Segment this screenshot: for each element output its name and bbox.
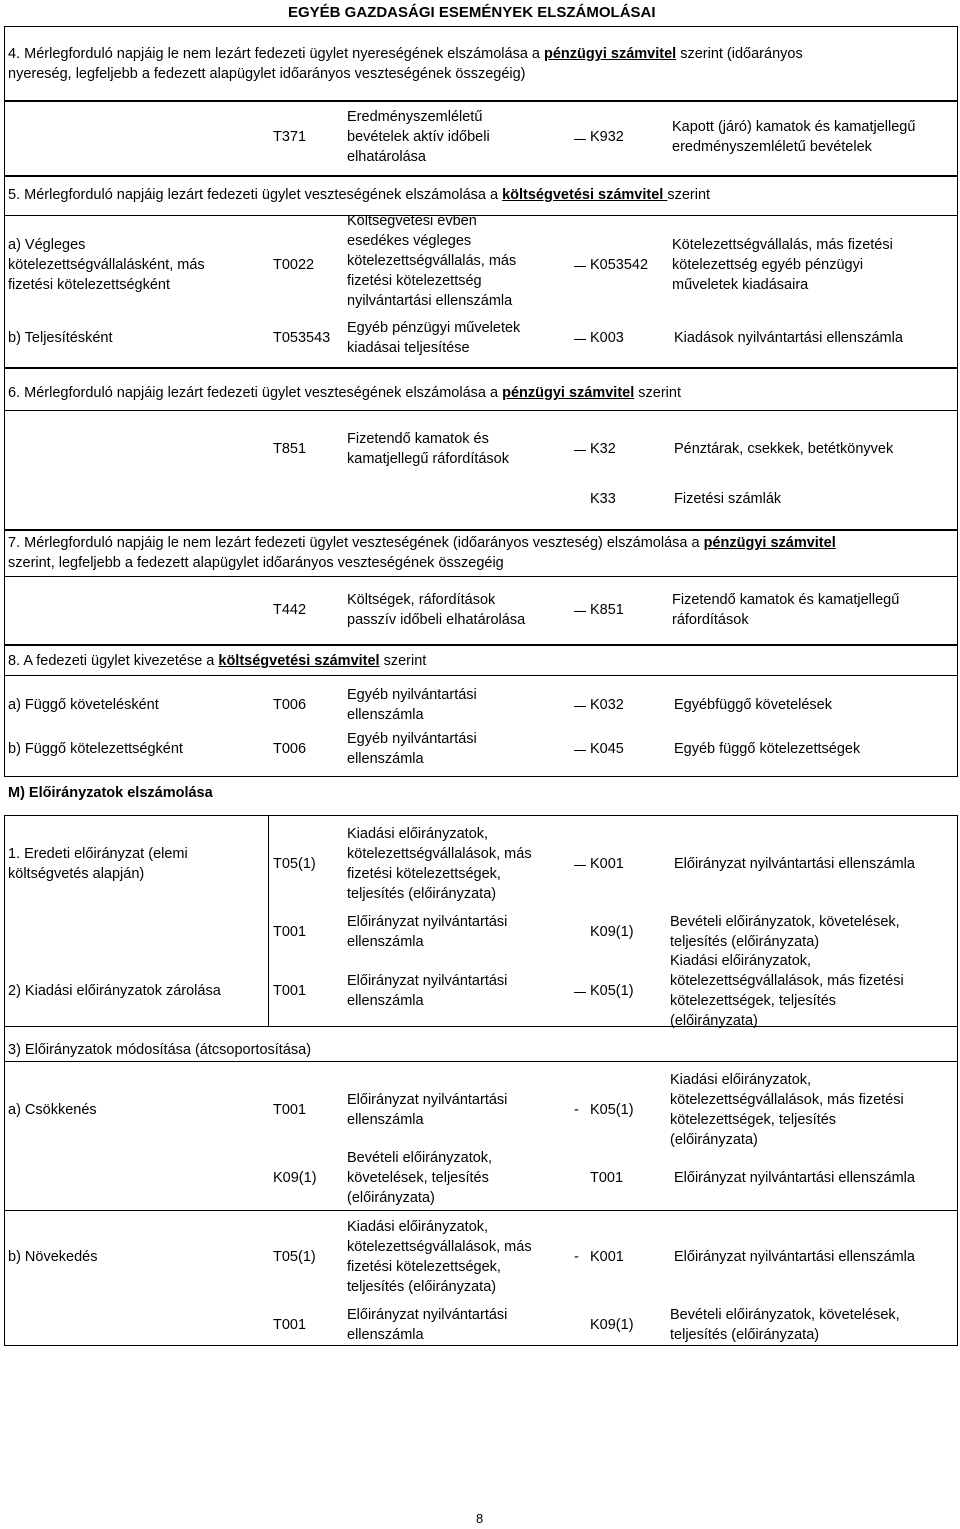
s4-credit-account: K932 [590, 129, 624, 145]
m-r8-credit-account: K09(1) [590, 1317, 634, 1333]
s8-b-credit-account: K045 [590, 741, 624, 757]
m-r5-dash: - [574, 1102, 579, 1118]
s4-credit-desc: Kapott (járó) kamatok és kamatjellegű eredményszemléletű bevételek [672, 119, 916, 155]
s7-credit-account: K851 [590, 602, 624, 618]
m-r3-debit-account: T001 [273, 983, 307, 999]
m-r6-credit-account: T001 [590, 1170, 624, 1186]
m-r7-debit-account: T05(1) [273, 1249, 316, 1265]
page-title: EGYÉB GAZDASÁGI ESEMÉNYEK ELSZÁMOLÁSAI [288, 4, 656, 21]
m-r1-dash [574, 865, 586, 866]
m-r1-credit-account: K001 [590, 856, 624, 872]
s8-b-debit-desc: Egyéb nyilvántartási ellenszámla [347, 731, 477, 767]
m-r2-credit-account: K09(1) [590, 924, 634, 940]
s6-debit-desc: Fizetendő kamatok és kamatjellegű ráfordítások [347, 431, 509, 467]
section-8-heading: 8. A fedezeti ügylet kivezetése a költségvetési számvitel szerint [8, 653, 427, 669]
m-r2-credit-desc: Bevételi előirányzatok, követelések, teljesítés (előirányzata) [670, 914, 900, 950]
m-r6-credit-desc: Előirányzat nyilvántartási ellenszámla [674, 1170, 915, 1186]
m-r6-debit-account: K09(1) [273, 1170, 317, 1186]
s5-a-debit-desc: Költségvetési évben esedékes végleges kötelezettségvállalás, más fizetési kötelezettség nyilvántartási ellenszámla [347, 215, 517, 309]
m-r8-credit-desc: Bevételi előirányzatok, követelések, teljesítés (előirányzata) [670, 1307, 900, 1343]
m-r5-credit-desc: Kiadási előirányzatok, kötelezettségvállalások, más fizetési kötelezettségek, teljesítés (előirányzata) [670, 1072, 904, 1148]
s5-a-debit-account: T0022 [273, 257, 315, 273]
s5-a-credit-account: K053542 [590, 257, 649, 273]
m-r7-dash: - [574, 1249, 579, 1265]
s8-b-debit-account: T006 [273, 741, 307, 757]
s6-dash [574, 450, 586, 451]
m-r7-label: b) Növekedés [8, 1249, 98, 1265]
s4-debit-desc: Eredményszemléletű bevételek aktív időbeli elhatárolása [347, 109, 490, 165]
m-r7-credit-desc: Előirányzat nyilvántartási ellenszámla [674, 1249, 915, 1265]
m-r2-debit-desc: Előirányzat nyilvántartási ellenszámla [347, 914, 508, 950]
s5-b-debit-desc: Egyéb pénzügyi műveletek kiadásai teljesítése [347, 320, 521, 356]
m-r3-dash [574, 992, 586, 993]
s8-b-label: b) Függő kötelezettségként [8, 741, 183, 757]
m-r3-debit-desc: Előirányzat nyilvántartási ellenszámla [347, 973, 508, 1009]
s5-b-credit-desc: Kiadások nyilvántartási ellenszámla [674, 330, 903, 346]
m-r1-debit-account: T05(1) [273, 856, 316, 872]
m-r7-debit-desc: Kiadási előirányzatok, kötelezettségvállalások, más fizetési kötelezettségek, teljesítés (előirányzata) [347, 1219, 532, 1295]
s8-b-dash [574, 750, 586, 751]
s8-b-credit-desc: Egyéb függő kötelezettségek [674, 741, 861, 757]
s5-a-label: a) Végleges kötelezettségvállalásként, más fizetési kötelezettségként [8, 237, 205, 293]
s6-credit-desc-2: Fizetési számlák [674, 491, 782, 507]
m-r5-label: a) Csökkenés [8, 1102, 97, 1118]
section-5-heading: 5. Mérlegforduló napjáig lezárt fedezeti ügylet veszteségének elszámolása a költségvetési számvitel szerint [8, 187, 711, 203]
section-8-divider [4, 675, 958, 676]
section-7-heading-line2: szerint, legfeljebb a fedezett alapügylet időarányos veszteségének összegéig [8, 555, 504, 571]
s8-a-debit-account: T006 [273, 697, 307, 713]
section-4-heading: 4. Mérlegforduló napjáig le nem lezárt fedezeti ügylet nyereségének elszámolása a pénzügyi számvitel szerint (időarányos [8, 46, 803, 62]
m-r8-debit-account: T001 [273, 1317, 307, 1333]
s5-a-credit-desc: Kötelezettségvállalás, más fizetési kötelezettség egyéb pénzügyi műveletek kiadásaira [672, 237, 893, 293]
m-r3-credit-desc: Kiadási előirányzatok, kötelezettségvállalások, más fizetési kötelezettségek, teljesítés (előirányzata) [670, 953, 904, 1029]
s7-debit-desc: Költségek, ráfordítások passzív időbeli elhatárolása [347, 592, 526, 628]
s8-a-credit-desc: Egyébfüggő követelések [674, 697, 832, 713]
section-4-heading-line2: nyereség, legfeljebb a fedezett alapügylet időarányos veszteségének összegéig) [8, 66, 526, 82]
s8-a-credit-account: K032 [590, 697, 624, 713]
m-r1-debit-desc: Kiadási előirányzatok, kötelezettségvállalások, más fizetési kötelezettségek, teljesítés (előirányzata) [347, 826, 532, 902]
s5-b-credit-account: K003 [590, 330, 624, 346]
section-7-heading: 7. Mérlegforduló napjáig le nem lezárt fedezeti ügylet veszteségének (időarányos veszteség) elszámolása a pénzügyi számvitel [8, 535, 836, 551]
s5-a-dash [574, 266, 586, 267]
s6-credit-account-1: K32 [590, 441, 616, 457]
m-r1-credit-desc: Előirányzat nyilvántartási ellenszámla [674, 856, 915, 872]
m-r5-debit-desc: Előirányzat nyilvántartási ellenszámla [347, 1092, 508, 1128]
section-6-divider [4, 410, 958, 411]
s8-a-dash [574, 706, 586, 707]
m-r4-divider [4, 1061, 958, 1062]
s7-debit-account: T442 [273, 602, 307, 618]
s4-dash [574, 139, 586, 140]
s6-credit-desc-1: Pénztárak, csekkek, betétkönyvek [674, 441, 894, 457]
m-r8-debit-desc: Előirányzat nyilvántartási ellenszámla [347, 1307, 508, 1343]
m-r6-debit-desc: Bevételi előirányzatok, követelések, teljesítés (előirányzata) [347, 1150, 493, 1206]
m-r2-debit-account: T001 [273, 924, 307, 940]
m-r6-divider [4, 1210, 958, 1211]
m-r4-label: 3) Előirányzatok módosítása (átcsoportosítása) [8, 1042, 312, 1058]
s8-a-debit-desc: Egyéb nyilvántartási ellenszámla [347, 687, 477, 723]
s7-credit-desc: Fizetendő kamatok és kamatjellegű ráfordítások [672, 592, 900, 628]
m-r5-debit-account: T001 [273, 1102, 307, 1118]
section-m-vertical-divider [268, 815, 269, 1026]
s7-dash [574, 611, 586, 612]
page-number: 8 [476, 1511, 484, 1526]
m-r3-label: 2) Kiadási előirányzatok zárolása [8, 983, 221, 999]
m-r7-credit-account: K001 [590, 1249, 624, 1265]
s6-credit-account-2: K33 [590, 491, 616, 507]
s6-debit-account: T851 [273, 441, 307, 457]
s8-a-label: a) Függő követelésként [8, 697, 159, 713]
section-7-divider [4, 576, 958, 577]
s5-b-dash [574, 339, 586, 340]
section-6-heading: 6. Mérlegforduló napjáig lezárt fedezeti ügylet veszteségének elszámolása a pénzügyi számvitel szerint [8, 385, 681, 401]
m-r5-credit-account: K05(1) [590, 1102, 634, 1118]
s4-debit-account: T371 [273, 129, 307, 145]
s5-b-debit-account: T053543 [273, 330, 331, 346]
s5-b-label: b) Teljesítésként [8, 330, 113, 346]
m-r3-credit-account: K05(1) [590, 983, 634, 999]
section-m-heading: M) Előirányzatok elszámolása [8, 785, 213, 801]
m-r1-label: 1. Eredeti előirányzat (elemi költségvetés alapján) [8, 846, 188, 882]
